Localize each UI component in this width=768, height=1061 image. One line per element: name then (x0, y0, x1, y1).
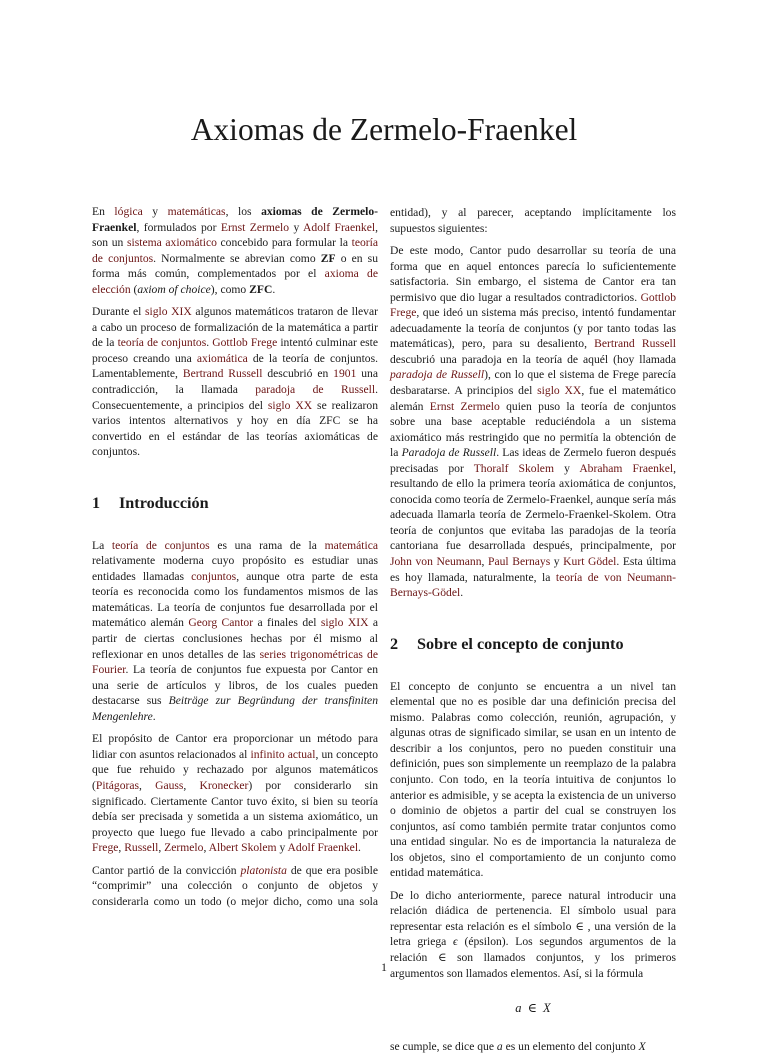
sec1-paragraph-3: Cantor partió de la convicción platonista de que era posible “comprimir” una colección o conjunto de objetos y considerarla como un todo (o mejor dicho, como una sola (92, 863, 378, 908)
sec2-paragraph-2: De lo dicho anteriormente, parece natural introducir una relación diádica de pertenencia. El símbolo usual para representar esta relación es el símbolo ∈ , una versión de la letra griega ϵ (épsilon). Los segundos argumentos de la relación ∈ son llamados conjuntos, y los primeros argumentos son llamados elementos. Así, si la fórmula (390, 888, 676, 980)
link-bertrand-russell[interactable]: Bertrand Russell (594, 337, 676, 351)
book-title: Beiträge zur Begründung der transfiniten Mengenlehre (92, 694, 378, 723)
link-adolf-fraenkel[interactable]: Adolf Fraenkel (287, 841, 359, 855)
section-heading-concepto-de-conjunto (390, 633, 676, 655)
term-zf-axioms: axiomas de Zermelo-Fraenkel (92, 205, 379, 234)
right-column (390, 205, 676, 1061)
math-symbol-element-of: ∈ (575, 919, 584, 933)
sec1-paragraph-4: De este modo, Cantor pudo desarrollar su teoría de una forma que en aquel entonces parecía lo suficientemente satisfactoria. Sin embargo, el sistema de Cantor era tan permisivo que dio lugar a resultados contradictorios. Gottlob Frege, que ideó un sistema más preciso, intentó fundamentar adecuadamente la teoría de conjuntos (y por tanto todas las matemáticas), pero, para su desaliento, Bertrand Russell descubrió una paradoja en la teoría de aquél (hoy llamada paradoja de Russell), con lo que el sistema de Frege parecía desbaratarse. A principios del siglo XX, fue el matemático alemán Ernst Zermelo quien puso la teoría de conjuntos sobre una base aceptable reduciéndola a un sistema axiomático más restringido que no permitía la obtención de la Paradoja de Russell. Las ideas de Zermelo fueron después precisadas por Thoralf Skolem y Abraham Fraenkel, resultando de ello la primera teoría axiomática de conjuntos, conocida como teoría de Zermelo-Fraenkel, aunque sería más adecuada llamarla teoría de Zermelo-Fraenkel-Skolem. Otra teoría de conjuntos que evitaba las paradojas de la teoría cantoriana fue desarrollada después, principalmente, por John von Neumann, Paul Bernays y Kurt Gödel. Esta última es hoy llamada, naturalmente, la teoría de von Neumann-Bernays-Gödel. (390, 244, 677, 600)
section-number: 2 (390, 634, 399, 653)
display-formula: a ∈ X (515, 1001, 551, 1016)
page-title: Axiomas de Zermelo-Fraenkel (190, 112, 578, 147)
link-paul-bernays[interactable]: Paul Bernays (488, 555, 551, 569)
math-symbol-epsilon: ϵ (453, 935, 458, 949)
link-teoria-de-conjuntos[interactable]: teoría de conjuntos (117, 336, 207, 350)
sec1-paragraph-2: El propósito de Cantor era proporcionar un método para lidiar con asuntos relacionados al infinito actual, un concepto que fue rehuido y rechazado por algunos matemáticos (Pitágoras, Gauss, Kronecker) por considerarlo sin significado. Ciertamente Cantor tuvo éxito, si bien su teoría debía ser precisada y sometida a un sistema axiomático, un proyecto que luego fue llevado a cabo principalmente por Frege, Russell, Zermelo, Albert Skolem y Adolf Fraenkel. (92, 732, 378, 855)
link-bertrand-russell[interactable]: Bertrand Russell (182, 367, 263, 381)
link-gottlob-frege[interactable]: Gottlob Frege (390, 290, 676, 320)
link-john-von-neumann[interactable]: John von Neumann (390, 555, 482, 569)
link-paradoja-de-russell[interactable]: paradoja de Russell (390, 368, 485, 382)
link-axioma-de-eleccion[interactable]: axioma de elección (92, 267, 378, 296)
section-heading-introduccion (92, 492, 378, 514)
page-number: 1 (381, 960, 387, 974)
link-1901[interactable]: 1901 (333, 367, 357, 381)
link-paradoja-de-russell[interactable]: paradoja de Russell (255, 383, 376, 397)
link-siglo-xx[interactable]: siglo XX (267, 398, 313, 412)
link-gauss[interactable]: Gauss (155, 778, 184, 792)
link-frege[interactable]: Frege (92, 841, 119, 855)
link-platonista[interactable]: platonista (240, 863, 287, 877)
link-logica[interactable]: lógica (114, 205, 143, 218)
link-georg-cantor[interactable]: Georg Cantor (188, 616, 254, 630)
math-var-a: a (496, 1039, 503, 1053)
link-conjuntos[interactable]: conjuntos (191, 569, 237, 583)
sec2-paragraph-1: El concepto de conjunto se encuentra a un nivel tan elemental que no es posible dar una definición precisa del mismo. Palabras como colección, reunión, agrupación, y algunas otras de significado similar, se usan en un intento de describir a los conjuntos, pero no pueden constituir una definición, pues son simplemente un reemplazo de la palabra conjunto. Con todo, en la teoría intuitiva de conjuntos lo anterior es admisible, y se acepta la existencia de un universo o dominio de objetos a partir del cual se construyen los conjuntos, así como también permite tratar conjuntos como una entidad singular. No es de importancia la naturaleza de los objetos, sino el comportamiento de un conjunto como entidad matemática. (390, 679, 676, 880)
sec1-paragraph-1: La teoría de conjuntos es una rama de la matemática relativamente moderna cuyo propósito es estudiar unas entidades llamadas conjuntos, aunque otra parte de esta teoría es reconocida como los fundamentos mismos de las matemáticas. La teoría de conjuntos fue desarrollada por el matemático alemán Georg Cantor a finales del siglo XIX a partir de ciertas conclusiones hechas por él mismo al reflexionar en unos detalles de las series trigonométricas de Fourier. La teoría de conjuntos fue expuesta por Cantor en una serie de artículos y libros, de los cuales pueden destacarse sus Beiträge zur Begründung der transfiniten Mengenlehre. (92, 538, 378, 723)
link-abraham-fraenkel[interactable]: Abraham Fraenkel (579, 461, 674, 475)
link-zermelo[interactable]: Zermelo (164, 841, 204, 855)
section-title: Sobre el concepto de conjunto (417, 634, 624, 653)
link-siglo-xix[interactable]: siglo XIX (320, 616, 369, 630)
link-siglo-xx[interactable]: siglo XX (537, 384, 582, 398)
link-ernst-zermelo[interactable]: Ernst Zermelo (429, 399, 500, 413)
link-matematicas[interactable]: matemáticas (167, 205, 226, 218)
link-thoralf-skolem[interactable]: Thoralf Skolem (473, 461, 554, 475)
term-axiom-of-choice: axiom of choice (137, 282, 211, 296)
link-axiomatica[interactable]: axiomática (196, 351, 248, 365)
link-gottlob-frege[interactable]: Gottlob Frege (212, 336, 278, 350)
link-ernst-zermelo[interactable]: Ernst Zermelo (220, 220, 290, 234)
sec2-paragraph-3: se cumple, se dice que a es un elemento del conjunto X (390, 1039, 646, 1053)
link-kronecker[interactable]: Kronecker (199, 778, 249, 792)
link-teoria-de-conjuntos[interactable]: teoría de conjuntos (111, 538, 210, 552)
link-siglo-xix[interactable]: siglo XIX (144, 305, 192, 319)
math-symbol-element-of: ∈ (437, 950, 447, 964)
intro-paragraph-1: En lógica y matemáticas, los axiomas de Zermelo-Fraenkel, formulados por Ernst Zermelo y Adolf Fraenkel, son un sistema axiomático concebido para formular la teoría de conjuntos. Normalmente se abrevian como ZF o en su forma más común, complementados por el axioma de elección (axiom of choice), como ZFC. (92, 205, 379, 296)
link-albert-skolem[interactable]: Albert Skolem (208, 841, 277, 855)
link-teoria-nbg[interactable]: teoría de von Neumann-Bernays-Gödel (390, 570, 676, 600)
term-zf: ZF (320, 251, 336, 265)
intro-paragraph-2: Durante el siglo XIX algunos matemáticos trataron de llevar a cabo un proceso de formalización de la matemática a partir de la teoría de conjuntos. Gottlob Frege intentó culminar este proceso creando una axiomática de la teoría de conjuntos. Lamentablemente, Bertrand Russell descubrió en 1901 una contradicción, la llamada paradoja de Russell. Consecuentemente, a principios del siglo XX se realizaron varios intentos alternativos y hoy en día ZFC se ha convertido en el estándar de las teorías axiomáticas de conjuntos. (92, 305, 379, 459)
link-series-fourier[interactable]: series trigonométricas de Fourier (92, 647, 378, 677)
link-matematica[interactable]: matemática (324, 538, 378, 552)
term-paradoja-de-russell: Paradoja de Russell (401, 446, 497, 460)
section-title: Introducción (119, 493, 209, 512)
link-adolf-fraenkel[interactable]: Adolf Fraenkel (303, 220, 376, 234)
term-zfc: ZFC (249, 282, 273, 296)
section-number: 1 (92, 493, 101, 512)
link-pitagoras[interactable]: Pitágoras (95, 778, 140, 792)
left-column (92, 204, 378, 916)
math-var-x: X (638, 1039, 646, 1053)
link-infinito-actual[interactable]: infinito actual (250, 747, 316, 761)
link-teoria-de-conjuntos[interactable]: teoría de conjuntos (92, 236, 379, 265)
link-russell[interactable]: Russell (124, 841, 159, 855)
sec1-paragraph-3-continued: entidad), y al parecer, aceptando implícitamente los supuestos siguientes: (390, 206, 676, 235)
link-sistema-axiomatico[interactable]: sistema axiomático (126, 236, 217, 250)
link-kurt-godel[interactable]: Kurt Gödel (563, 555, 617, 569)
